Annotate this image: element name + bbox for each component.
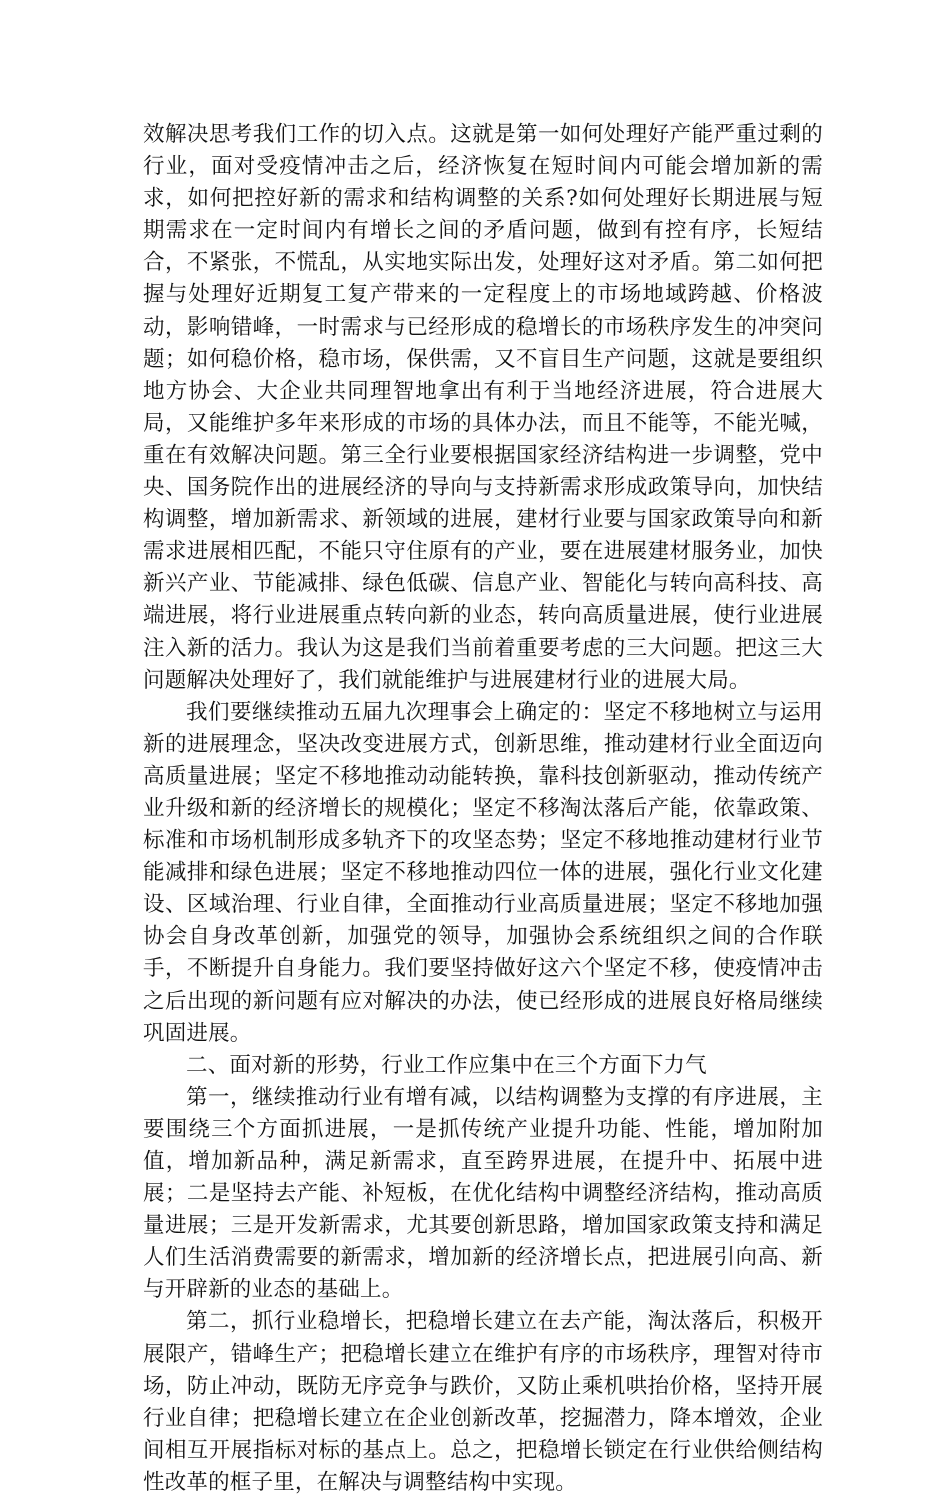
paragraph-continuation: 效解决思考我们工作的切入点。这就是第一如何处理好产能严重过剩的行业，面对受疫情冲击之后，经济恢复在短时间内可能会增加新的需求，如何把控好新的需求和结构调整的关系?如何处理好长期进展与短期需求在一定时间内有增长之间的矛盾问题，做到有控有序，长短结合，不紧张，不慌乱，从实地实际出发，处理好这对矛盾。第二如何把握与处理好近期复工复产带来的一定程度上的市场地域跨越、价格波动，影响错峰，一时需求与已经形成的稳增长的市场秩序发生的冲突问题；如何稳价格，稳市场，保供需，又不盲目生产问题，这就是要组织地方协会、大企业共同理智地拿出有利于当地经济进展，符合进展大局，又能维护多年来形成的市场的具体办法，而且不能等，不能光喊，重在有效解决问题。第三全行业要根据国家经济结构进一步调整，党中央、国务院作出的进展经济的导向与支持新需求形成政策导向，加快结构调整，增加新需求、新领域的进展，建材行业要与国家政策导向和新需求进展相匹配，不能只守住原有的产业，要在进展建材服务业，加快新兴产业、节能减排、绿色低碳、信息产业、智能化与转向高科技、高端进展，将行业进展重点转向新的业态，转向高质量进展，使行业进展注入新的活力。我认为这是我们当前着重要考虑的三大问题。把这三大问题解决处理好了，我们就能维护与进展建材行业的进展大局。 xyxy=(143,122,823,693)
paragraph-point-two: 第二，抓行业稳增长，把稳增长建立在去产能，淘汰落后，积极开展限产，错峰生产；把稳增长建立在维护有序的市场秩序，理智对待市场，防止冲动，既防无序竞争与跌价，又防止乘机哄抬价格，坚持开展行业自律；把稳增长建立在企业创新改革，挖掘潜力，降本增效，企业间相互开展指标对标的基点上。总之，把稳增长锁定在行业供给侧结构性改革的框子里，在解决与调整结构中实现。 xyxy=(143,1309,823,1495)
paragraph-six-commitments: 我们要继续推动五届九次理事会上确定的：坚定不移地树立与运用新的进展理念，坚决改变进展方式，创新思维，推动建材行业全面迈向高质量进展；坚定不移地推动动能转换，靠科技创新驱动，推动传统产业升级和新的经济增长的规模化；坚定不移淘汰落后产能，依靠政策、标准和市场机制形成多轨齐下的攻坚态势；坚定不移地推动建材行业节能减排和绿色进展；坚定不移地推动四位一体的进展，强化行业文化建设、区域治理、行业自律，全面推动行业高质量进展；坚定不移地加强协会自身改革创新，加强党的领导，加强协会系统组织之间的合作联手，不断提升自身能力。我们要坚持做好这六个坚定不移，使疫情冲击之后出现的新问题有应对解决的办法，使已经形成的进展良好格局继续巩固进展。 xyxy=(143,699,823,1046)
document-body xyxy=(143,119,823,1499)
paragraph-point-one: 第一，继续推动行业有增有减，以结构调整为支撑的有序进展，主要围绕三个方面抓进展，一是抓传统产业提升功能、性能，增加附加值，增加新品种，满足新需求，直至跨界进展，在提升中、拓展中进展；二是坚持去产能、补短板，在优化结构中调整经济结构，推动高质量进展；三是开发新需求，尤其要创新思路，增加国家政策支持和满足人们生活消费需要的新需求，增加新的经济增长点，把进展引向高、新与开辟新的业态的基础上。 xyxy=(143,1084,823,1303)
section-heading: 二、面对新的形势，行业工作应集中在三个方面下力气 xyxy=(186,1052,707,1078)
